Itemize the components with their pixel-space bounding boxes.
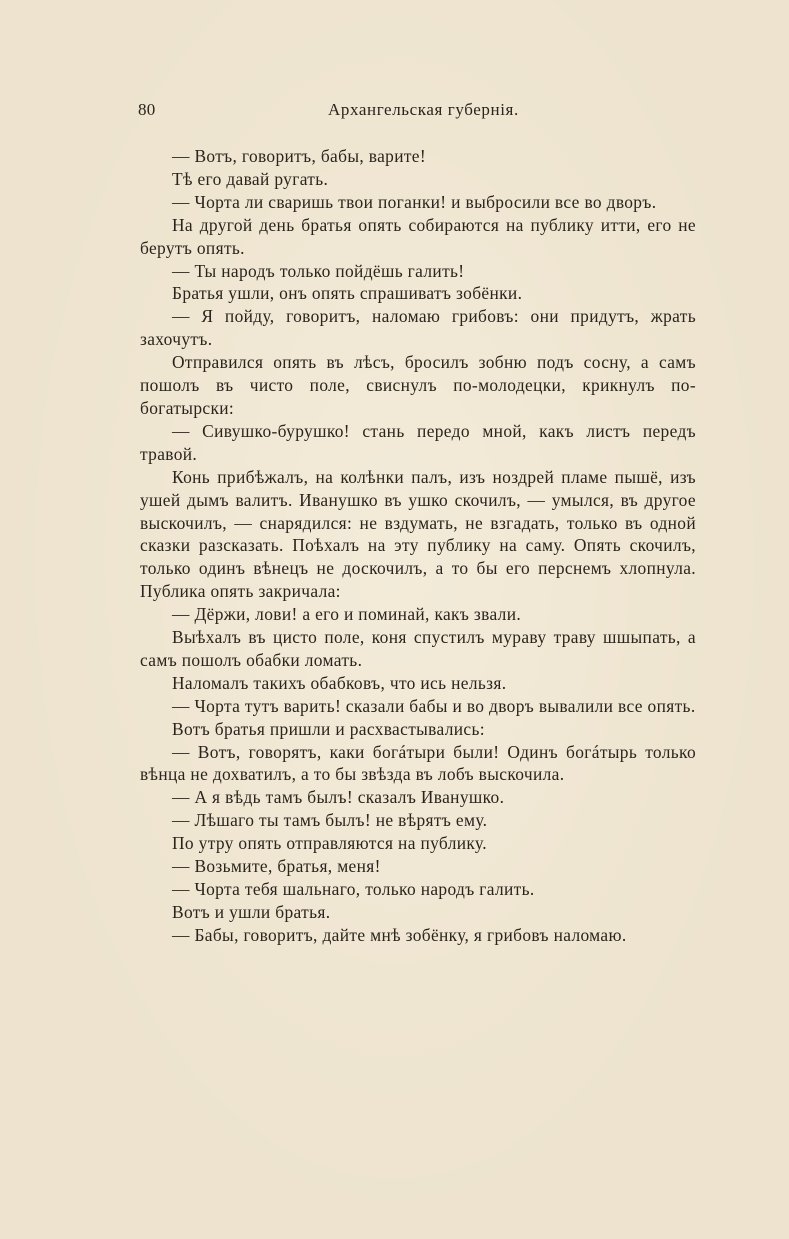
paragraph: Тѣ его давай ругать. bbox=[172, 168, 329, 189]
paragraph: — Чорта тебя шальнаго, только народъ галить. bbox=[172, 879, 535, 899]
paragraph: — Чорта тутъ варить! сказали бабы и во дворъ вывалили все опять. bbox=[172, 695, 696, 716]
page-header bbox=[138, 100, 658, 126]
paragraph: — Чорта ли сваришь твои поганки! и выбросили все во дворъ. bbox=[172, 191, 657, 212]
paragraph: Выѣхалъ въ цисто поле, коня спустилъ мураву траву шшыпать, а самъ пошолъ обабки ломать. bbox=[140, 627, 696, 670]
page-number: 80 bbox=[138, 100, 156, 119]
paragraph: Вотъ братья пришли и расхвастывались: bbox=[172, 718, 485, 739]
paragraph: Отправился опять въ лѣсъ, бросилъ зобню подъ сосну, а самъ пошолъ въ чисто поле, свиснулъ по-молодецки, крикнулъ по-богатырски: bbox=[140, 352, 696, 418]
paragraph: По утру опять отправляются на публику. bbox=[172, 833, 487, 854]
paragraph: — Сивушко-бурушко! стань передо мной, какъ листъ передъ травой. bbox=[140, 420, 696, 464]
paragraph: Вотъ и ушли братья. bbox=[172, 901, 331, 922]
paragraph: — Дёржи, лови! а его и поминай, какъ звали. bbox=[172, 604, 522, 625]
paragraph: — Я пойду, говоритъ, наломаю грибовъ: они придутъ, жрать захочутъ. bbox=[140, 306, 696, 350]
paragraph: — Вотъ, говоритъ, бабы, варите! bbox=[172, 146, 427, 166]
paragraph: — Возьмите, братья, меня! bbox=[172, 856, 381, 877]
paragraph: — Вотъ, говорятъ, каки богáтыри были! Одинъ богáтырь только вѣнца не дохватилъ, а то бы звѣзда въ лобъ выскочила. bbox=[140, 741, 696, 785]
paragraph: Конь прибѣжалъ, на колѣнки палъ, изъ ноздрей пламе пышё, изъ ушей дымъ валитъ. Иванушко въ ушко скочилъ, — умылся, въ другое выскочилъ, — снарядился: не вздумать, не взгадать, только въ одной сказки разсказать. Поѣхалъ на эту публику на саму. Опять скочилъ, только одинъ вѣнецъ не доскочилъ, а то бы его перснемъ хлопнула. Публика опять закричала: bbox=[140, 466, 696, 602]
body-text bbox=[140, 145, 696, 947]
paragraph: — Ты народъ только пойдёшь галить! bbox=[172, 260, 465, 281]
paragraph: Братья ушли, онъ опять спрашиватъ зобёнки. bbox=[172, 283, 523, 304]
paragraph: — А я вѣдь тамъ былъ! сказалъ Иванушко. bbox=[172, 787, 505, 808]
paragraph: — Бабы, говоритъ, дайте мнѣ зобёнку, я грибовъ наломаю. bbox=[172, 924, 627, 945]
running-title: Архангельская губернія. bbox=[328, 100, 519, 119]
paragraph: Наломалъ такихъ обабковъ, что ись нельзя. bbox=[172, 672, 507, 693]
paragraph: — Лѣшаго ты тамъ былъ! не вѣрятъ ему. bbox=[172, 810, 488, 831]
paragraph: На другой день братья опять собираются на публику итти, его не берутъ опять. bbox=[140, 214, 696, 258]
